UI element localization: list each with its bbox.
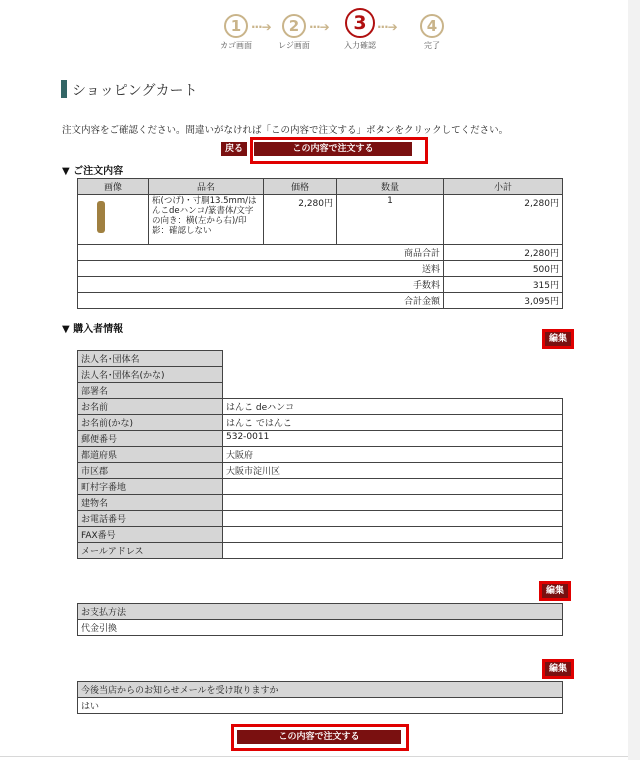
buyer-value: 大阪府 [223, 447, 563, 463]
table-row [78, 367, 563, 383]
buyer-value [223, 479, 563, 495]
table-row [78, 293, 563, 309]
step-arrow-icon: ···➔ [309, 20, 329, 34]
newsletter-value: はい [78, 698, 563, 714]
table-row [78, 245, 563, 261]
newsletter-table [77, 681, 563, 714]
step-3-label: 入力確認 [344, 41, 376, 50]
edit-newsletter-button[interactable]: 編集 [542, 659, 574, 679]
buyer-label: 町村字番地 [78, 479, 223, 495]
table-row [78, 261, 563, 277]
buyer-section-heading: ▼ 購入者情報 [62, 324, 124, 335]
buyer-value [223, 511, 563, 527]
table-row [78, 495, 563, 511]
table-row [78, 399, 563, 415]
buyer-label: お名前 [78, 399, 223, 415]
payment-table [77, 603, 563, 636]
order-item-subtotal: 2,280円 [444, 195, 563, 245]
step-indicator [211, 14, 451, 58]
buyer-label: FAX番号 [78, 527, 223, 543]
step-arrow-icon: ···➔ [251, 20, 271, 34]
payment-header: お支払方法 [78, 604, 563, 620]
total-label: 手数料 [78, 277, 444, 293]
order-table [77, 178, 563, 309]
order-header-qty: 数量 [337, 179, 444, 195]
table-row [78, 511, 563, 527]
step-1-label: カゴ画面 [220, 41, 252, 50]
table-row [78, 431, 563, 447]
buyer-value: はんこ deハンコ [223, 399, 563, 415]
confirm-order-button-top[interactable]: この内容で注文する [254, 142, 412, 156]
table-row [78, 447, 563, 463]
buyer-label: 部署名 [78, 383, 223, 399]
table-row [78, 463, 563, 479]
table-row [78, 698, 563, 714]
intro-text: 注文内容をご確認ください。間違いがなければ「この内容で注文する」ボタンをクリックしてください。 [62, 125, 509, 136]
order-header-price: 価格 [264, 179, 337, 195]
step-3-number: 3 [345, 8, 375, 38]
buyer-value [223, 367, 563, 383]
buyer-value [223, 543, 563, 559]
total-label: 送料 [78, 261, 444, 277]
scrollbar[interactable] [628, 0, 640, 760]
order-item-qty: 1 [337, 195, 444, 245]
buyer-value: 大阪市淀川区 [223, 463, 563, 479]
step-1-number: 1 [224, 14, 248, 38]
table-row [78, 195, 563, 245]
table-row [78, 351, 563, 367]
payment-value: 代金引換 [78, 620, 563, 636]
buyer-value [223, 383, 563, 399]
table-row [78, 415, 563, 431]
buyer-value [223, 495, 563, 511]
total-value: 2,280円 [444, 245, 563, 261]
buyer-table [77, 350, 563, 559]
order-item-price: 2,280円 [264, 195, 337, 245]
step-2-number: 2 [282, 14, 306, 38]
order-header-name: 品名 [149, 179, 264, 195]
table-row [78, 543, 563, 559]
buyer-value [223, 527, 563, 543]
table-row [78, 479, 563, 495]
buyer-label: お電話番号 [78, 511, 223, 527]
table-row [78, 383, 563, 399]
newsletter-header: 今後当店からのお知らせメールを受け取りますか [78, 682, 563, 698]
title-accent [61, 80, 67, 98]
total-value: 3,095円 [444, 293, 563, 309]
total-value: 315円 [444, 277, 563, 293]
table-row [78, 527, 563, 543]
page-title: ショッピングカート [72, 83, 198, 99]
buyer-value: 532-0011 [223, 431, 563, 447]
buyer-label: 法人名･団体名 [78, 351, 223, 367]
step-arrow-icon: ···➔ [377, 20, 397, 34]
buyer-label: 都道府県 [78, 447, 223, 463]
back-button[interactable]: 戻る [221, 142, 247, 156]
buyer-label: 建物名 [78, 495, 223, 511]
buyer-label: お名前(かな) [78, 415, 223, 431]
table-row [78, 277, 563, 293]
edit-buyer-button[interactable]: 編集 [542, 329, 574, 349]
total-label: 合計金額 [78, 293, 444, 309]
buyer-label: 法人名･団体名(かな) [78, 367, 223, 383]
edit-payment-button[interactable]: 編集 [539, 581, 571, 601]
order-section-heading: ▼ ご注文内容 [62, 166, 124, 177]
product-thumbnail[interactable] [97, 201, 105, 233]
total-label: 商品合計 [78, 245, 444, 261]
order-item-image [78, 195, 149, 245]
confirm-order-button-bottom[interactable]: この内容で注文する [237, 730, 401, 744]
order-header-subtotal: 小計 [444, 179, 563, 195]
buyer-value [223, 351, 563, 367]
buyer-label: 郵便番号 [78, 431, 223, 447]
order-header-image: 画像 [78, 179, 149, 195]
step-4-label: 完了 [424, 41, 440, 50]
step-4-number: 4 [420, 14, 444, 38]
buyer-label: メールアドレス [78, 543, 223, 559]
total-value: 500円 [444, 261, 563, 277]
buyer-value: はんこ ではんこ [223, 415, 563, 431]
step-2-label: レジ画面 [278, 41, 310, 50]
order-item-name: 柘(つげ)・寸胴13.5mm/はんこdeハンコ/篆書体/文字の向き：横(左から右)/印影：確認しない [149, 195, 264, 245]
buyer-label: 市区郡 [78, 463, 223, 479]
table-row [78, 620, 563, 636]
step-4 [407, 14, 457, 51]
